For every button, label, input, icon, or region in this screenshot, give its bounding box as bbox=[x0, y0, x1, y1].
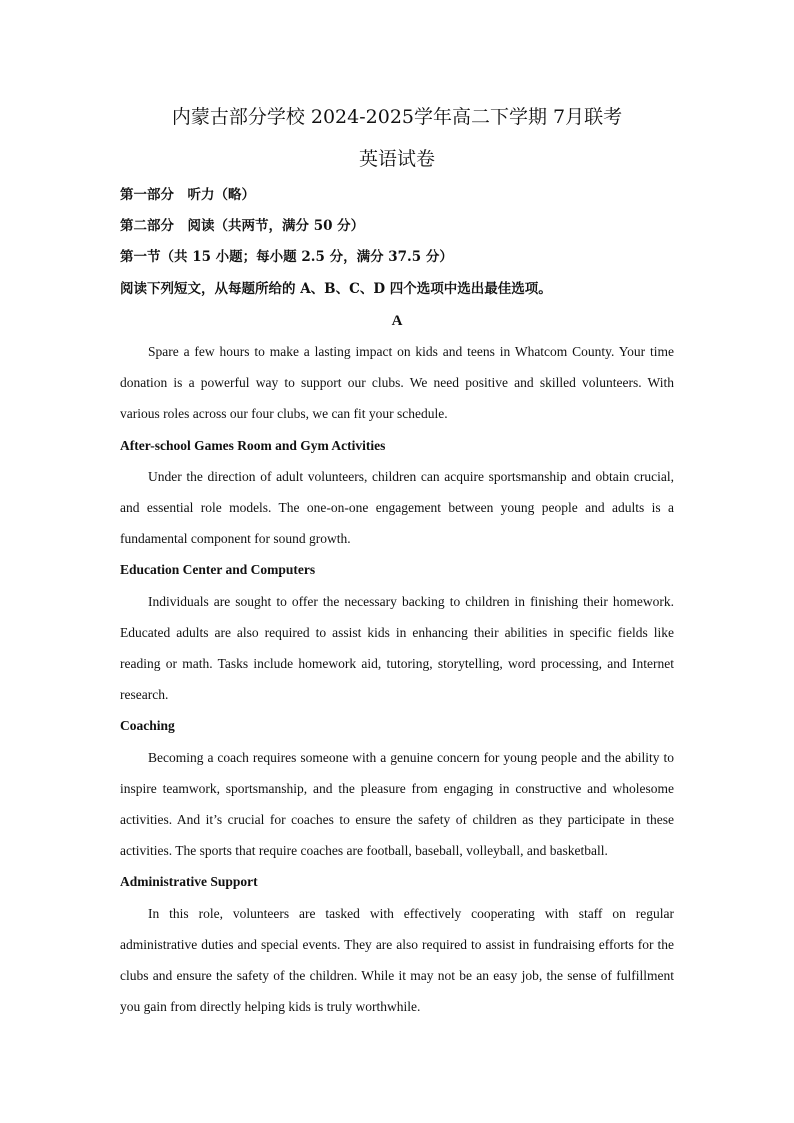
paragraph-coaching: Becoming a coach requires someone with a genuine concern for young people and the ability to inspire teamwork, sportsmanship, and the pleasure from engaging in constructive and wholesome activities. And it’s crucial for coaches to ensure the safety of children as they participate in these activities. The sports that require coaches are football, baseball, volleyball, and basketball. bbox=[120, 749, 674, 859]
exam-subject-title: 英语试卷 bbox=[358, 148, 435, 170]
exam-title: 内蒙古部分学校 2024-2025学年高二下学期 7月联考 bbox=[171, 106, 623, 128]
subheading-education-center: Education Center and Computers bbox=[120, 562, 316, 578]
part-two-heading: 第二部分 阅读（共两节，满分 50 分） bbox=[120, 218, 365, 234]
subheading-games-room: After-school Games Room and Gym Activities bbox=[120, 437, 386, 453]
paragraph-administrative-support: In this role, volunteers are tasked with effectively cooperating with staff on regular administrative duties and special events. They are also required to assist in fundraising efforts for the clubs and ensure the safety of the children. While it may not be an easy job, the sense of fulfillment you gain from directly helping kids is truly worthwhile. bbox=[120, 905, 674, 1015]
part-one-heading: 第一部分 听力（略） bbox=[120, 187, 255, 203]
paragraph-education-center: Individuals are sought to offer the necessary backing to children in finishing their homework. Educated adults are also required to assist kids in enhancing their abilities in specific fields like reading or math. Tasks include homework aid, tutoring, storytelling, word processing, and Internet research. bbox=[120, 593, 674, 703]
reading-instruction: 阅读下列短文，从每题所给的 A、B、C、D 四个选项中选出最佳选项。 bbox=[120, 281, 552, 297]
passage-label: A bbox=[391, 313, 403, 329]
paragraph-games-room: Under the direction of adult volunteers, children can acquire sportsmanship and obtain crucial, and essential role models. The one-on-one engagement between young people and adults is a fundamental component for sound growth. bbox=[120, 468, 674, 547]
subheading-coaching: Coaching bbox=[120, 718, 175, 734]
subheading-administrative-support: Administrative Support bbox=[120, 874, 258, 890]
passage-body bbox=[120, 336, 674, 1022]
passage-intro: Spare a few hours to make a lasting impact on kids and teens in Whatcom County. Your time donation is a powerful way to support our clubs. We need positive and skilled volunteers. With various roles across our four clubs, we can fit your schedule. bbox=[120, 344, 674, 422]
section-one-heading: 第一节（共 15 小题；每小题 2.5 分，满分 37.5 分） bbox=[120, 249, 453, 265]
